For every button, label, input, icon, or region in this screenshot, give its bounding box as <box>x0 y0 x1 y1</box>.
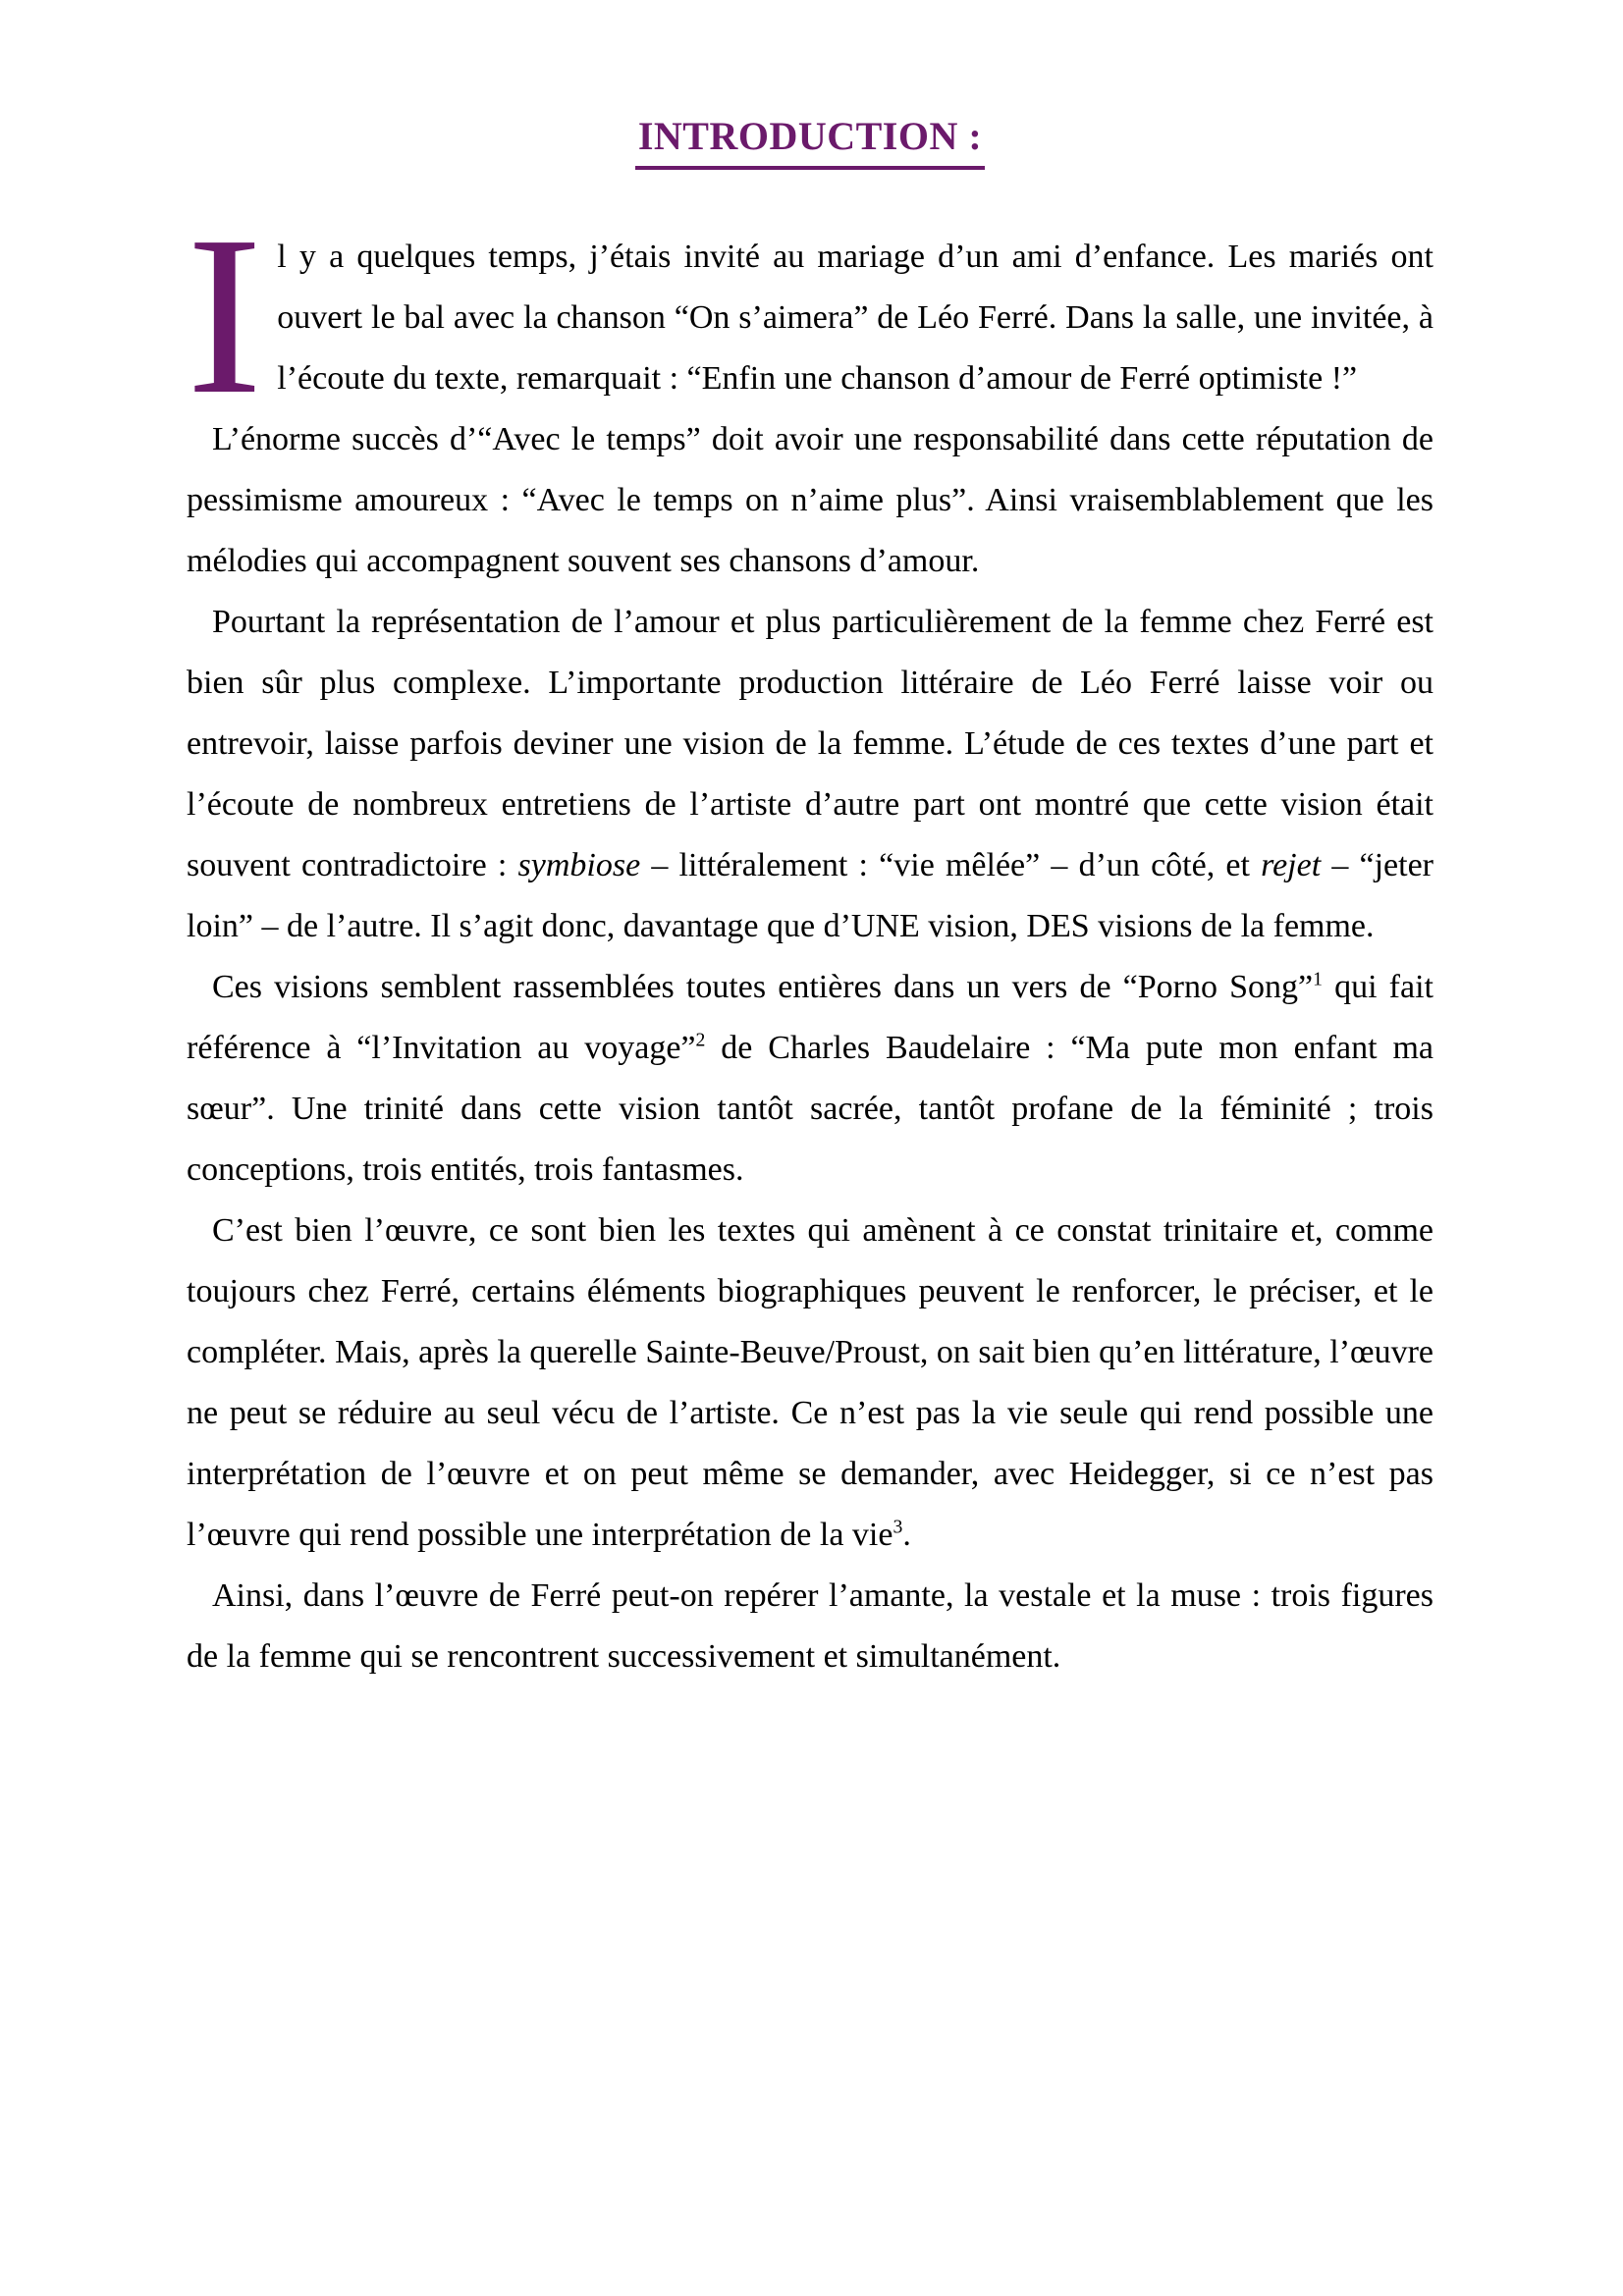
footnote-marker: 2 <box>695 1029 706 1051</box>
dropcap-letter: I <box>187 189 263 442</box>
document-body <box>187 189 1434 1687</box>
italic-text: rejet <box>1261 847 1322 883</box>
footnote-marker: 3 <box>893 1516 903 1538</box>
paragraph <box>187 1201 1434 1566</box>
title-row <box>187 0 1434 170</box>
body-text: L’énorme succès d’“Avec le temps” doit avoir une responsabilité dans cette réputation de pessimisme amoureux : “Avec le temps on n’aime plus”. Ainsi vraisemblablement que les mélodies qui accompagnent souvent ses chansons d’amour. <box>187 421 1434 579</box>
paragraph <box>187 957 1434 1201</box>
body-text: – “jeter loin” – de l’autre. Il s’agit donc, davantage que d’UNE vision, DES visions de la femme. <box>187 847 1434 944</box>
body-text: Ces visions semblent rassemblées toutes entières dans un vers de “Porno Song” <box>212 969 1314 1005</box>
italic-text: symbiose <box>517 847 641 883</box>
paragraph <box>187 1566 1434 1687</box>
body-text: Pourtant la représentation de l’amour et plus particulièrement de la femme chez Ferré est bien sûr plus complexe. L’importante production littéraire de Léo Ferré laisse voir ou entrevoir, laisse parfois deviner une vision de la femme. L’étude de ces textes d’une part et l’écoute de nombreux entretiens de l’artiste d’autre part ont montré que cette vision était souvent contradictoire : <box>187 604 1434 883</box>
body-text: l y a quelques temps, j’étais invité au mariage d’un ami d’enfance. Les mariés ont ouvert le bal avec la chanson “On s’aimera” de Léo Ferré. Dans la salle, une invitée, à l’écoute du texte, remarquait : “Enfin une chanson d’amour de Ferré optimiste !” <box>277 239 1434 397</box>
body-text: – littéralement : “vie mêlée” – d’un côté, et <box>640 847 1262 883</box>
page-title: INTRODUCTION : <box>635 114 985 170</box>
paragraph <box>187 409 1434 592</box>
body-text: de Charles Baudelaire : “Ma pute mon enfant ma sœur”. Une trinité dans cette vision tantôt sacrée, tantôt profane de la féminité ; trois conceptions, trois entités, trois fantasmes. <box>187 1030 1434 1188</box>
paragraph <box>187 189 1434 442</box>
body-text: qui fait référence à “l’Invitation au voyage” <box>187 969 1434 1066</box>
body-text: C’est bien l’œuvre, ce sont bien les textes qui amènent à ce constat trinitaire et, comme toujours chez Ferré, certains éléments biographiques peuvent le renforcer, le préciser, et le compléter. Mais, après la querelle Sainte-Beuve/Proust, on sait bien qu’en littérature, l’œuvre ne peut se réduire au seul vécu de l’artiste. Ce n’est pas la vie seule qui rend possible une interprétation de l’œuvre et on peut même se demander, avec Heidegger, si ce n’est pas l’œuvre qui rend possible une interprétation de la vie <box>187 1212 1434 1553</box>
body-text: Ainsi, dans l’œuvre de Ferré peut-on repérer l’amante, la vestale et la muse : trois figures de la femme qui se rencontrent successivement et simultanément. <box>187 1577 1434 1675</box>
footnote-marker: 1 <box>1313 968 1323 990</box>
body-text: . <box>902 1517 911 1553</box>
paragraph <box>187 592 1434 957</box>
